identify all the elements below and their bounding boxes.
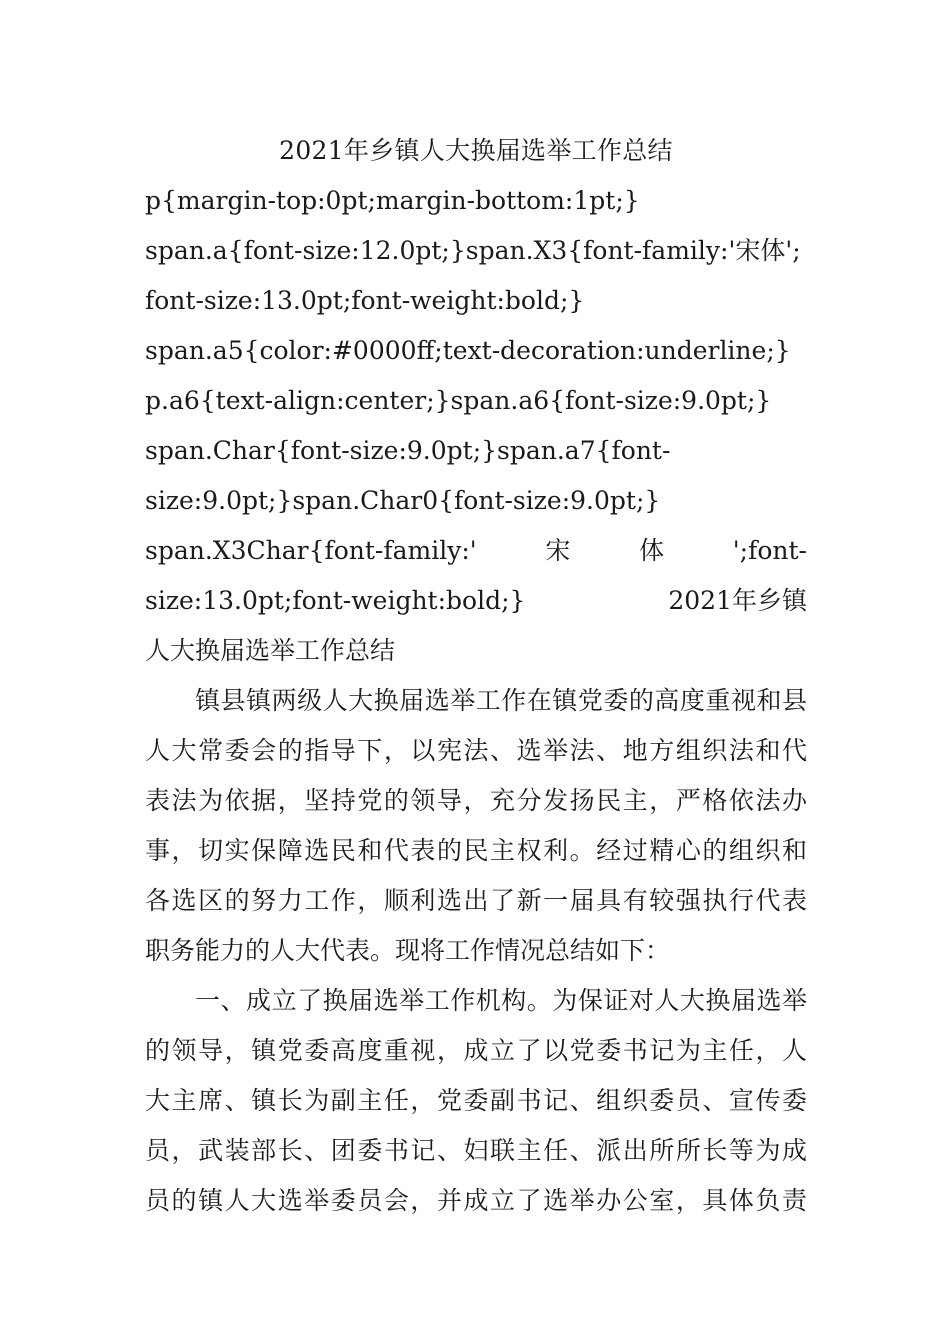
paragraph-line: 事，切实保障选民和代表的民主权利。经过精心的组织和 <box>145 836 807 865</box>
paragraph-line: 职务能力的人大代表。现将工作情况总结如下： <box>145 936 671 965</box>
paragraph-section-1 <box>145 976 807 1226</box>
title-repeat-head: 2021年乡镇 <box>668 586 807 615</box>
css-artifact-block <box>145 176 807 676</box>
css-line: span.a{font-size:12.0pt;}span.X3{font-family:'宋体'; <box>145 236 801 265</box>
css-line: size:9.0pt;}span.Char0{font-size:9.0pt;} <box>145 486 661 515</box>
css-line: p{margin-top:0pt;margin-bottom:1pt;} <box>145 186 640 215</box>
css-fragment: 体 <box>639 536 665 565</box>
document-page <box>145 126 807 1226</box>
css-fragment: size:13.0pt;font-weight:bold;} <box>145 586 526 615</box>
css-line: span.a5{color:#0000ff;text-decoration:underline;} <box>145 336 791 365</box>
css-line-with-title-start <box>145 576 807 626</box>
css-line: font-size:13.0pt;font-weight:bold;} <box>145 286 585 315</box>
paragraph-line: 大主席、镇长为副主任，党委副书记、组织委员、宣传委 <box>145 1086 807 1115</box>
css-fragment: span.X3Char{font-family:' <box>145 536 477 565</box>
paragraph-line: 的领导，镇党委高度重视，成立了以党委书记为主任，人 <box>145 1036 807 1065</box>
document-title: 2021年乡镇人大换届选举工作总结 <box>279 136 673 165</box>
css-line: p.a6{text-align:center;}span.a6{font-size:9.0pt;} <box>145 386 772 415</box>
paragraph-intro <box>145 676 807 976</box>
css-fragment: ';font- <box>732 536 807 565</box>
css-line-justified <box>145 526 807 576</box>
paragraph-line: 表法为依据，坚持党的领导，充分发扬民主，严格依法办 <box>145 786 807 815</box>
css-fragment: 宋 <box>545 536 571 565</box>
css-line: span.Char{font-size:9.0pt;}span.a7{font- <box>145 436 671 465</box>
paragraph-line: 人大常委会的指导下，以宪法、选举法、地方组织法和代 <box>145 736 807 765</box>
title-repeat-tail: 人大换届选举工作总结 <box>145 636 396 665</box>
paragraph-line: 镇县镇两级人大换届选举工作在镇党委的高度重视和县 <box>195 686 807 715</box>
paragraph-line: 员的镇人大选举委员会，并成立了选举办公室，具体负责 <box>145 1186 807 1215</box>
paragraph-line: 各选区的努力工作，顺利选出了新一届具有较强执行代表 <box>145 886 807 915</box>
paragraph-line: 员，武装部长、团委书记、妇联主任、派出所所长等为成 <box>145 1136 807 1165</box>
paragraph-line: 一、成立了换届选举工作机构。为保证对人大换届选举 <box>195 986 807 1015</box>
